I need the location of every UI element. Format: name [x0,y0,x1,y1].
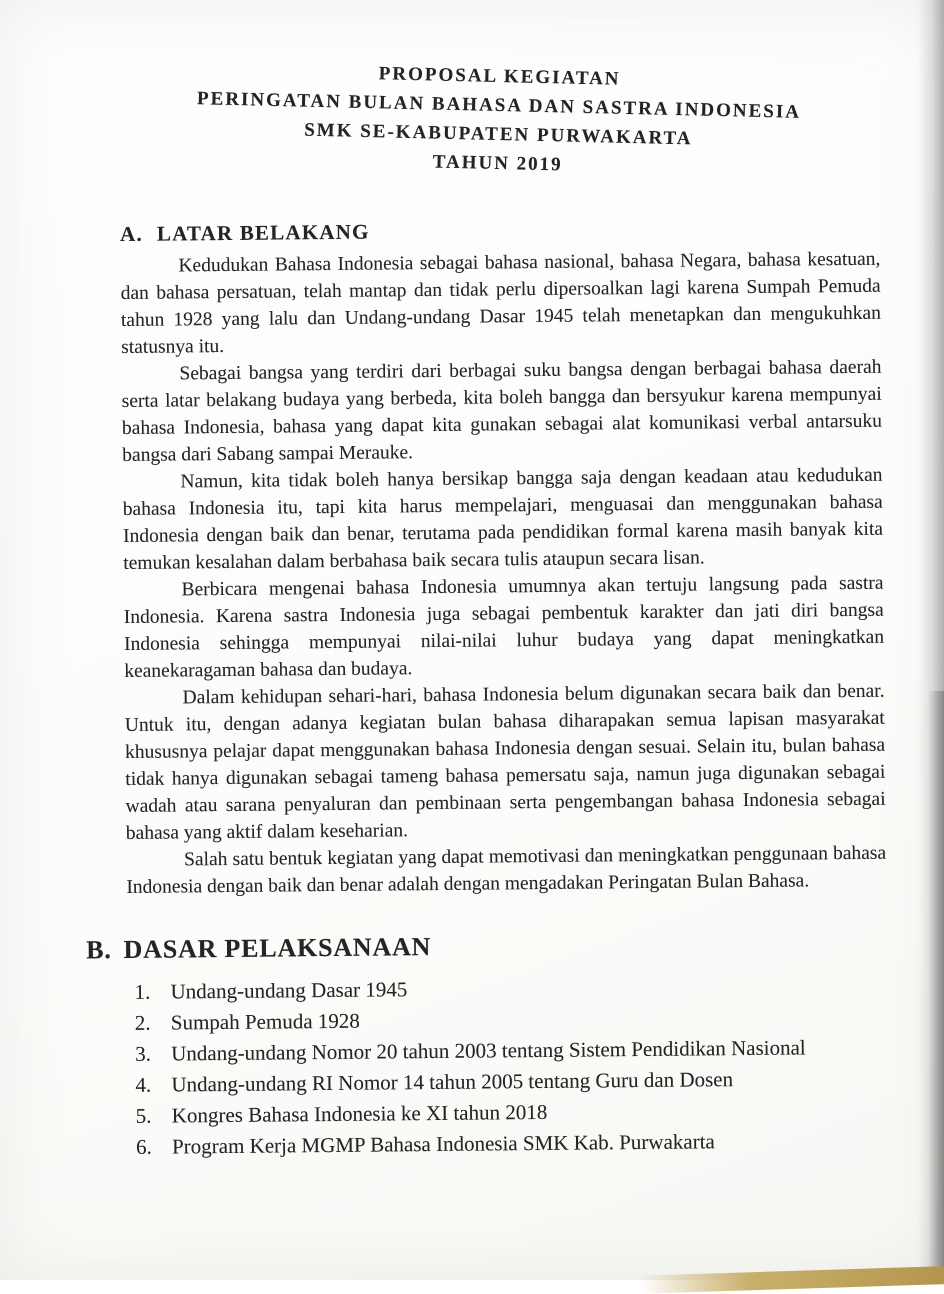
paragraph-3: Namun, kita tidak boleh hanya bersikap bangga saja dengan keadaan atau kedudukan bahasa Indonesia itu, tapi kita harus mempelajari, menguasai dan menggunakan bahasa Indonesia dengan baik dan benar, terutama pada pendidikan formal karena masih banyak kita temukan kesalahan dalam berbahasa baik secara tulis ataupun secara lisan. [122,464,884,574]
list-item-6-text: Program Kerja MGMP Bahasa Indonesia SMK Kab. Purwakarta [171,1129,715,1159]
title-line-4: TAHUN 2019 [432,151,563,176]
page-edge-shadow [918,0,944,1280]
document-title-block [117,53,879,186]
list-item-2-number: 2. [134,1010,151,1035]
paragraph-4: Berbicara mengenai bahasa Indonesia umumnya akan tertuju langsung pada sastra Indonesia. Karena sastra Indonesia juga sebagai pembentuk karakter dan jati diri bangsa Indonesia sehingga mempunyai nilai-nilai luhur budaya yang dapat meningkatkan keanekaragaman bahasa dan budaya. [123,572,885,682]
title-line-2: PERINGATAN BULAN BAHASA DAN SASTRA INDONESIA [196,88,802,123]
section-a-title: LATAR BELAKANG [156,219,370,246]
section-a-heading [120,215,880,247]
list-item-1-text: Undang-undang Dasar 1945 [170,977,408,1004]
section-b-title: DASAR PELAKSANAAN [123,932,432,964]
title-line-1: PROPOSAL KEGIATAN [378,63,621,90]
list-item-3-number: 3. [135,1041,152,1066]
list-item-6-number: 6. [135,1134,152,1159]
list-item-5-number: 5. [135,1103,152,1128]
section-latar-belakang [120,215,886,901]
list-item-3-text: Undang-undang Nomor 20 tahun 2003 tentang Sistem Pendidikan Nasional [171,1035,806,1066]
list-item-4-number: 4. [135,1072,152,1097]
paragraph-1: Kedudukan Bahasa Indonesia sebagai bahasa nasional, bahasa Negara, bahasa kesatuan, dan bahasa persatuan, telah mantap dan tidak perlu dipersoalkan lagi karena Sumpah Pemuda tahun 1928 yang lalu dan Undang-undang Dasar 1945 telah menetapkan dan mengukuhkan statusnya itu. [120,248,882,358]
paragraph-6: Salah satu bentuk kegiatan yang dapat memotivasi dan meningkatkan penggunaan bahasa Indonesia dengan baik dan benar adalah dengan mengadakan Peringatan Bulan Bahasa. [126,842,887,898]
section-a-label: A. [120,221,144,246]
list-item-5-text: Kongres Bahasa Indonesia ke XI tahun 2018 [171,1099,548,1128]
list-item-1-number: 1. [134,979,151,1004]
section-b-label: B. [86,935,112,965]
list-item-6 [136,1125,882,1163]
title-line-3: SMK SE-KABUPATEN PURWAKARTA [303,119,693,150]
document-page [86,62,887,1280]
list-item-4-text: Undang-undang RI Nomor 14 tahun 2005 tentang Guru dan Dosen [171,1067,734,1097]
page-edge-shadow-lower [928,691,944,1280]
paragraph-5: Dalam kehidupan sehari-hari, bahasa Indonesia belum digunakan secara baik dan benar. Untuk itu, dengan adanya kegiatan bulan bahasa diharapakan semua lapisan masyarakat khususnya pelajar dapat menggunakan bahasa Indonesia dengan sesuai. Selain itu, bulan bahasa tidak hanya digunakan sebagai tameng bahasa pemersatu saja, namun juga digunakan sebagai wadah atau sarana penyaluran dan pembinaan serta pengembangan bahasa Indonesia sebagai bahasa yang aktif dalam keseharian. [124,680,886,844]
section-b-heading [86,928,880,966]
paragraph-2: Sebagai bangsa yang terdiri dari berbagai suku bangsa dengan berbagai bahasa daerah serta latar belakang budaya yang berbeda, kita boleh bangga dan bersyukur karena mempunyai bahasa Indonesia, bahasa yang dapat kita gunakan sebagai alat komunikasi verbal antarsuku bangsa dari Sabang sampai Merauke. [121,356,883,466]
list-item-2-text: Sumpah Pemuda 1928 [170,1008,360,1035]
section-dasar-pelaksanaan [86,928,882,1163]
dasar-pelaksanaan-list [120,970,882,1163]
